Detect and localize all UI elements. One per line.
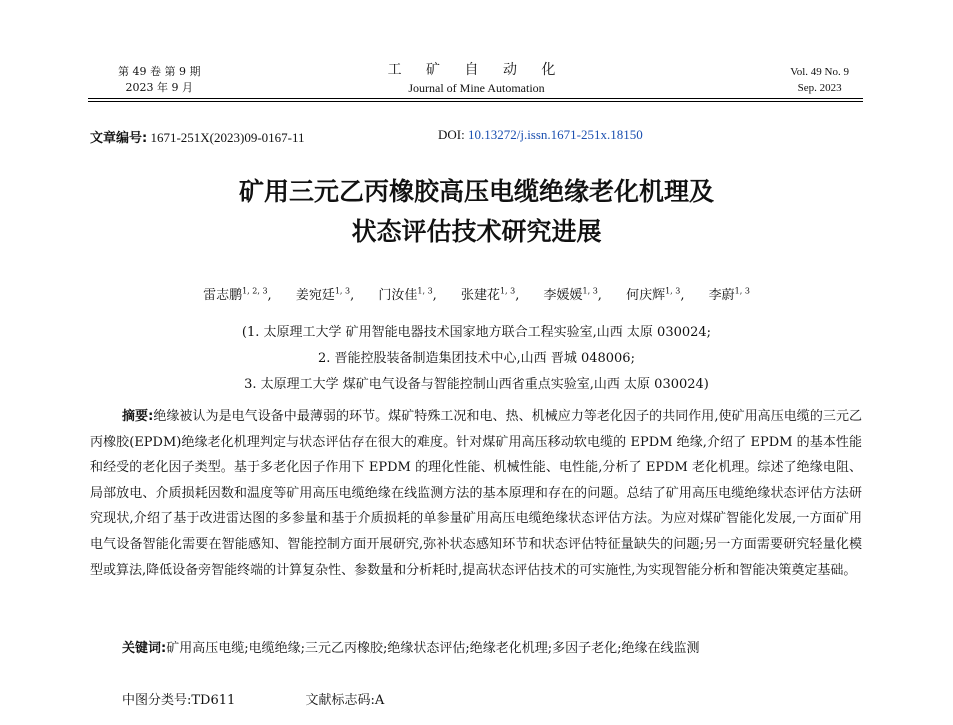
- author-name: 姜宛廷: [295, 288, 335, 303]
- author-affil: 1, 3: [334, 286, 351, 296]
- doi: [438, 127, 643, 143]
- author: 姜宛廷$^{1, 3}$,: [295, 286, 355, 303]
- doc-code-label: 文献标志码:: [305, 693, 375, 708]
- title-line-1: 矿用三元乙丙橡胶高压电缆绝缘老化机理及: [238, 177, 714, 206]
- header-date-en: Sep. 2023: [797, 82, 842, 94]
- keywords: [90, 636, 862, 662]
- author: 雷志鹏$^{1, 2, 3}$,: [203, 286, 272, 303]
- doi-link[interactable]: 10.13272/j.issn.1671-251x.18150: [467, 127, 643, 142]
- clc-value: TD611: [191, 693, 236, 708]
- author: [709, 288, 750, 303]
- article-title: [0, 172, 953, 252]
- doc-code-value: A: [374, 693, 385, 708]
- author: 何庆辉$^{1, 3}$,: [626, 286, 685, 303]
- author-name: 李蔚: [708, 288, 735, 303]
- author-affil: 1, 3: [499, 286, 516, 296]
- affiliation-1: (1. 太原理工大学 矿用智能电器技术国家地方联合工程实验室,山西 太原 030024;: [241, 325, 712, 340]
- doi-label: DOI:: [438, 127, 468, 142]
- author-affil: 1, 3: [734, 286, 750, 296]
- abstract: [90, 404, 862, 583]
- author-affil: 1, 3: [665, 286, 681, 296]
- article-number-label: 文章编号:: [90, 131, 148, 146]
- abstract-text: 绝缘被认为是电气设备中最薄弱的环节。煤矿特殊工况和电、热、机械应力等老化因子的共同作用,使矿用高压电缆的三元乙丙橡胶(EPDM)绝缘老化机理判定与状态评估存在很大的难度。针对煤矿用高压移动软电缆的 EPDM 绝缘,介绍了 EPDM 的基本性能和经受的老化因子类型。基于多老化因子作用下 EPDM 的理化性能、机械性能、电性能,分析了 EPDM 老化机理。综述了绝缘电阻、局部放电、介质损耗因数和温度等矿用高压电缆绝缘在线监测方法的基本原理和存在的问题。总结了矿用高压电缆绝缘状态评估方法研究现状,介绍了基于改进雷达图的多参量和基于介质损耗的单参量矿用高压电缆绝缘状态评估方法。为应对煤矿智能化发展,一方面矿用电气设备智能化需要在智能感知、智能控制方面开展研究,弥补状态感知环节和状态评估特征量缺失的问题;另一方面需要研究轻量化模型或算法,降低设备旁智能终端的计算复杂性、参数量和分析耗时,提高状态评估技术的可实施性,为实现智能分析和智能决策奠定基础。: [90, 409, 862, 578]
- article-number-value: 1671-251X(2023)09-0167-11: [147, 130, 305, 145]
- header-date: 2023 年 9 月: [125, 81, 193, 94]
- author-name: 李媛媛: [543, 288, 583, 303]
- header-rule: [88, 98, 863, 99]
- article-number: [90, 127, 305, 146]
- header-rule-thin: [88, 101, 863, 102]
- author-affil: 1, 3: [582, 286, 598, 296]
- header-volume-en: Vol. 49 No. 9: [790, 66, 849, 78]
- header-volume-info-en: [790, 64, 849, 96]
- clc-label: 中图分类号:: [122, 693, 192, 708]
- author-list: [0, 284, 953, 303]
- header-volume: 第 49 卷 第 9 期: [118, 65, 201, 78]
- author-affil: 1, 2, 3: [242, 286, 268, 296]
- journal-name-cn: 工 矿 自 动 化: [387, 62, 566, 78]
- author-affil: 1, 3: [417, 286, 433, 296]
- keywords-text: 矿用高压电缆;电缆绝缘;三元乙丙橡胶;绝缘状态评估;绝缘老化机理;多因子老化;绝缘在线监测: [166, 641, 700, 656]
- abstract-label: 摘要:: [122, 409, 154, 424]
- author-name: 雷志鹏: [203, 288, 243, 303]
- author-name: 门汝佳: [378, 288, 418, 303]
- affiliation-2: 2. 晋能控股装备制造集团技术中心,山西 晋城 048006;: [318, 351, 635, 366]
- journal-name-en: Journal of Mine Automation: [408, 81, 545, 95]
- title-line-2: 状态评估技术研究进展: [351, 217, 602, 246]
- author: 张建花$^{1, 3}$,: [460, 286, 520, 303]
- author: 门汝佳$^{1, 3}$,: [378, 286, 437, 303]
- affiliation-3: 3. 太原理工大学 煤矿电气设备与智能控制山西省重点实验室,山西 太原 030024): [244, 377, 709, 392]
- keywords-label: 关键词:: [122, 641, 167, 656]
- author-name: 张建花: [460, 288, 500, 303]
- classification: [122, 689, 384, 708]
- author-name: 何庆辉: [626, 288, 666, 303]
- author: 李媛媛$^{1, 3}$,: [543, 286, 602, 303]
